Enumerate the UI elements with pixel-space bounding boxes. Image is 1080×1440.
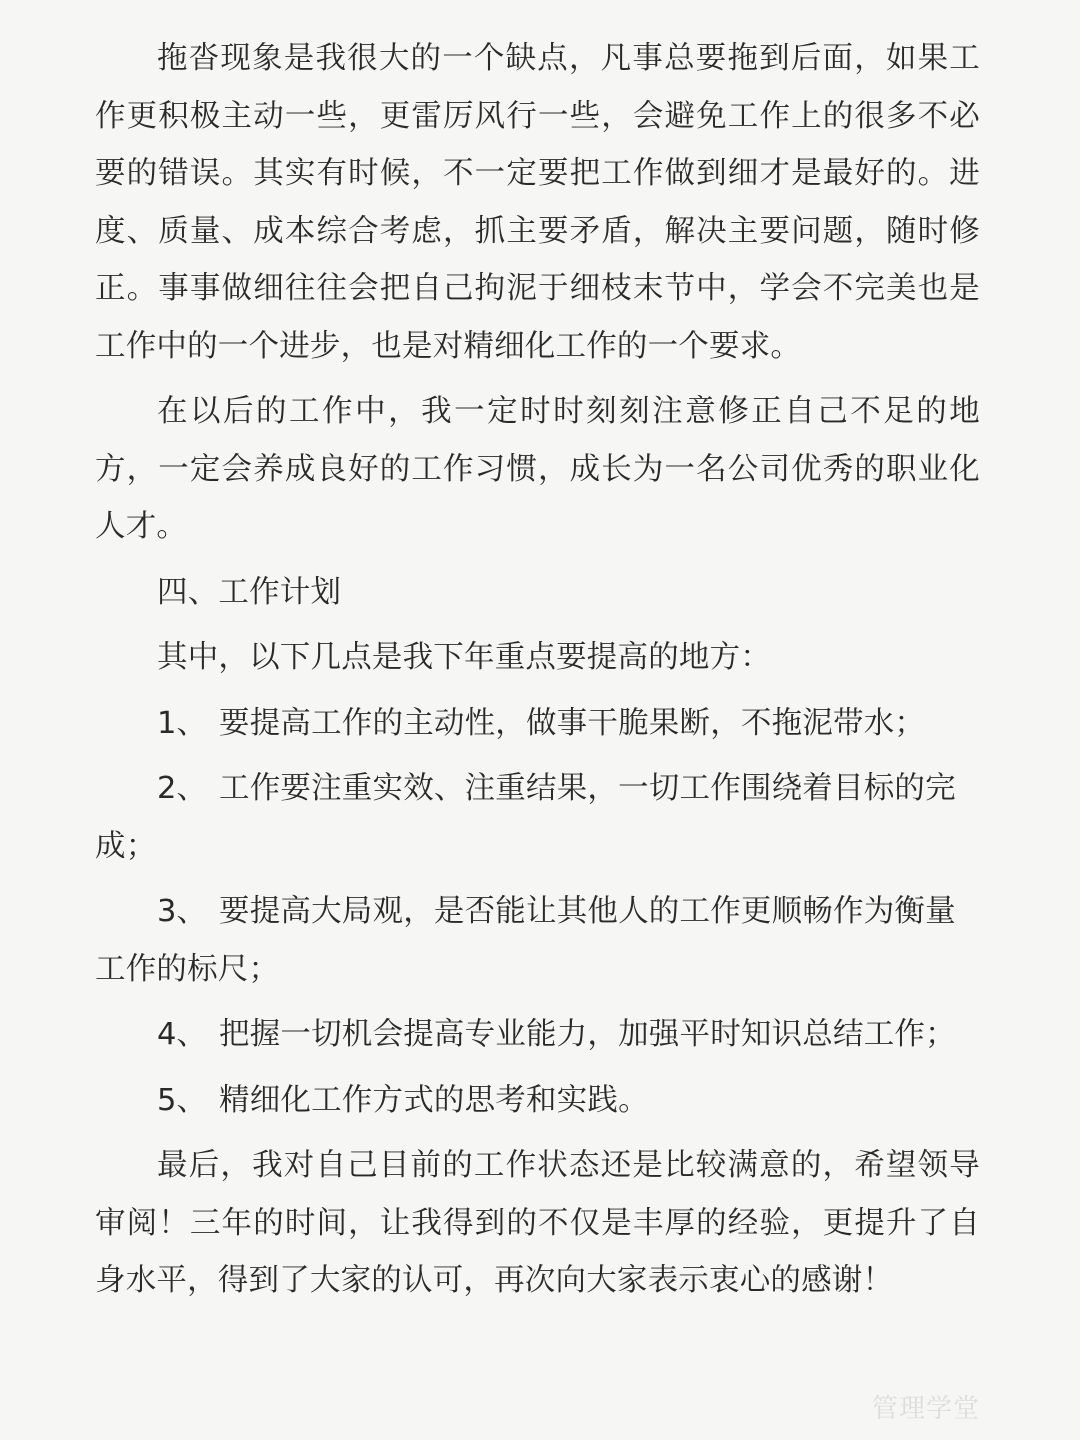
plan-item-number: 1、 (157, 705, 207, 741)
plan-item-text: 精细化工作方式的思考和实践。 (219, 1082, 649, 1118)
plan-item-3 (95, 883, 980, 998)
plan-item-number: 2、 (157, 771, 207, 806)
plan-intro: 其中，以下几点是我下年重点要提高的地方： (157, 640, 771, 675)
plan-item-text: 工作要注重实效、注重结果，一切工作围绕着目标的完成； (95, 771, 956, 864)
plan-item-text: 把握一切机会提高专业能力，加强平时知识总结工作； (219, 1017, 956, 1052)
section-heading: 四、工作计划 (157, 574, 342, 610)
plan-item-number: 3、 (157, 894, 207, 929)
plan-item-2 (95, 760, 980, 875)
plan-item-text: 要提高工作的主动性，做事干脆果断，不拖泥带水； (219, 705, 926, 741)
closing-paragraph: 最后，我对自己目前的工作状态还是比较满意的，希望领导审阅！三年的时间，让我得到的不仅是丰厚的经验，更提升了自身水平，得到了大家的认可，再次向大家表示衷心的感谢！ (95, 1148, 980, 1298)
plan-item-number: 5、 (157, 1082, 207, 1118)
watermark-logo: 管理学堂 (871, 1394, 980, 1424)
paragraph-procrastination: 拖沓现象是我很大的一个缺点，凡事总要拖到后面，如果工作更积极主动一些，更雷厉风行一些，会避免工作上的很多不必要的错误。其实有时候，不一定要把工作做到细才是最好的。进度、质量、成本综合考虑，抓主要矛盾，解决主要问题，随时修正。事事做细往往会把自己拘泥于细枝末节中，学会不完美也是工作中的一个进步，也是对精细化工作的一个要求。 (95, 41, 980, 364)
paragraph-future-work: 在以后的工作中，我一定时时刻刻注意修正自己不足的地方，一定会养成良好的工作习惯，成长为一名公司优秀的职业化人才。 (95, 394, 980, 544)
plan-item-text: 要提高大局观，是否能让其他人的工作更顺畅作为衡量工作的标尺； (95, 894, 956, 987)
plan-item-1 (95, 695, 980, 753)
plan-item-4 (95, 1006, 980, 1064)
plan-item-number: 4、 (157, 1017, 207, 1052)
document-body (95, 30, 980, 1318)
plan-item-5 (95, 1072, 980, 1130)
